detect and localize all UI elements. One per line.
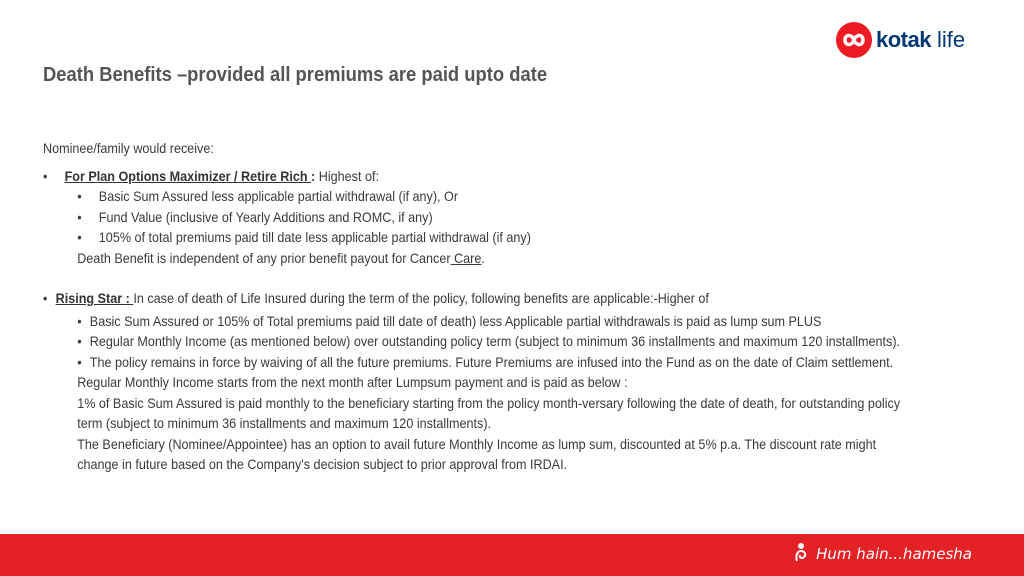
footer-tagline	[792, 542, 972, 566]
content-body	[43, 138, 1003, 475]
list-item-text: Fund Value (inclusive of Yearly Additions and ROMC, if any)	[98, 208, 433, 225]
bullet-marker: •	[77, 353, 82, 370]
list-item-text: Basic Sum Assured or 105% of Total premiums paid till date of death) less Applicable partial withdrawals is paid as lump sum PLUS	[89, 312, 822, 329]
rising-star-label: Rising Star :	[55, 290, 134, 306]
lump-sum-option: The Beneficiary (Nominee/Appointee) has an option to avail future Monthly Income as lump sum, discounted at 5% p.a. The discount rate might change in future based on the Company's decision subject to prior approval from IRDAI.	[77, 435, 877, 472]
figure-icon	[792, 542, 810, 566]
plan-options-rest: Highest of:	[315, 167, 380, 184]
list-item	[43, 352, 907, 373]
bullet-marker: •	[77, 333, 82, 349]
page-title: Death Benefits –provided all premiums are paid upto date	[43, 64, 548, 86]
intro-text: Nominee/family would receive:	[43, 140, 214, 156]
list-item-text: The policy remains in force by waiving of all the future premiums. Future Premiums are infused into the Fund as on the date of Claim settlement.	[89, 353, 894, 370]
list-item	[43, 311, 907, 332]
list-item	[43, 227, 907, 248]
plan-options-note	[43, 248, 907, 269]
logo-text-kotak: kotak	[876, 27, 931, 52]
monthly-income-start: Regular Monthly Income starts from the next month after Lumpsum payment and is paid as below :	[77, 374, 628, 390]
list-item-text: Basic Sum Assured less applicable partial withdrawal (if any), Or	[98, 188, 459, 204]
bullet-marker: •	[77, 208, 82, 225]
rising-star-rest: In case of death of Life Insured during the term of the policy, following benefits are applicable:-Higher of	[133, 290, 709, 306]
monthly-income-detail: 1% of Basic Sum Assured is paid monthly to the beneficiary starting from the policy month-versary following the date of death, for outstanding policy term (subject to minimum 36 installments and maximum 120 installments).	[77, 394, 901, 431]
kotak-infinity-icon	[836, 22, 872, 58]
list-item	[43, 207, 907, 228]
list-item	[43, 331, 907, 352]
footer-bar	[0, 534, 1024, 576]
bullet-marker: •	[43, 167, 48, 184]
note-text: Death Benefit is independent of any prior benefit payout for Cancer	[77, 249, 451, 266]
rising-star-heading	[43, 288, 907, 309]
list-item-text: Regular Monthly Income (as mentioned below) over outstanding policy term (subject to minimum 36 installments and maximum 120 installments).	[89, 333, 901, 349]
bullet-marker: •	[77, 312, 82, 329]
list-item-text: 105% of total premiums paid till date less applicable partial withdrawal (if any)	[98, 229, 531, 245]
bullet-marker: •	[77, 229, 82, 245]
tagline-text: Hum hain...hamesha	[816, 545, 972, 563]
bullet-marker: •	[77, 188, 82, 204]
plan-options-heading	[43, 166, 907, 187]
bullet-marker: •	[43, 290, 48, 306]
cancer-care-link[interactable]: Care	[450, 249, 482, 266]
note-suffix: .	[481, 249, 485, 266]
kotak-life-logo	[836, 22, 965, 58]
plan-options-colon: :	[311, 167, 316, 184]
list-item	[43, 186, 907, 207]
logo-text-life: life	[936, 27, 966, 52]
plan-options-label: For Plan Options Maximizer / Retire Rich	[64, 167, 312, 184]
